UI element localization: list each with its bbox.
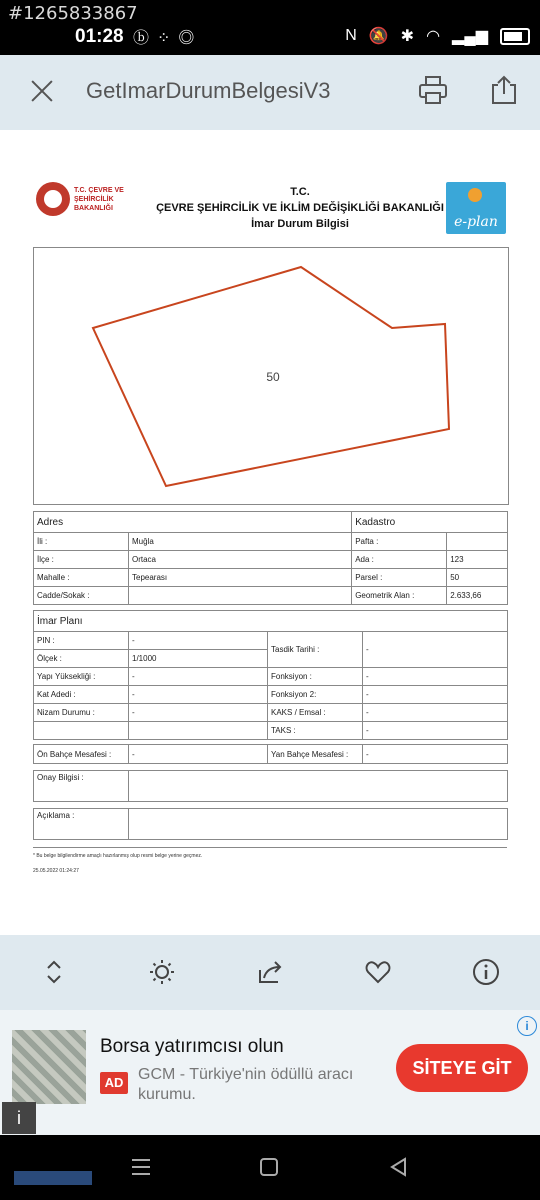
- ada-label: Ada :: [352, 551, 447, 569]
- app-bar: [0, 55, 540, 130]
- heart-icon[interactable]: [364, 958, 392, 986]
- nfc-icon: N: [345, 27, 357, 44]
- zoning-plan-table: [33, 610, 508, 740]
- divider: [33, 847, 507, 848]
- brightness-icon[interactable]: [148, 958, 176, 986]
- distance-table: [33, 744, 508, 764]
- alan-label: Geometrik Alan :: [352, 587, 447, 605]
- watermark-id: #1265833867: [8, 3, 138, 24]
- footsteps-icon: ⁘: [157, 30, 179, 47]
- parsel-value: 50: [447, 569, 508, 587]
- ad-title[interactable]: Borsa yatırımcısı olun: [100, 1036, 284, 1057]
- parsel-label: Parsel :: [352, 569, 447, 587]
- ad-choices-icon[interactable]: i: [517, 1016, 537, 1036]
- back-icon[interactable]: [389, 1157, 407, 1177]
- fonksiyon2-label: Fonksiyon 2:: [268, 686, 363, 704]
- olcek-value: 1/1000: [129, 650, 268, 668]
- ada-value: 123: [447, 551, 508, 569]
- fonksiyon2-value: -: [363, 686, 508, 704]
- pin-value: -: [129, 632, 268, 650]
- mute-icon: 🔕: [368, 28, 389, 45]
- cadde-label: Cadde/Sokak :: [34, 587, 129, 605]
- fonksiyon-value: -: [363, 668, 508, 686]
- battery-icon: [500, 28, 530, 45]
- fonksiyon-label: Fonksiyon :: [268, 668, 363, 686]
- taks-value: -: [363, 722, 508, 740]
- instagram-icon: ◎: [178, 30, 203, 47]
- header-tc: T.C.: [290, 186, 310, 198]
- onay-label: Onay Bilgisi :: [34, 771, 129, 802]
- system-nav-bar: [0, 1135, 540, 1200]
- wifi-icon: ◠: [426, 28, 441, 45]
- yukseklik-label: Yapı Yüksekliği :: [34, 668, 129, 686]
- ad-badge: AD: [100, 1072, 128, 1094]
- ad-cta-button[interactable]: SİTEYE GİT: [396, 1044, 528, 1092]
- ilce-value: Ortaca: [129, 551, 352, 569]
- viewer-toolbar: [0, 940, 540, 1005]
- pafta-label: Pafta :: [352, 533, 447, 551]
- kat-adedi-value: -: [129, 686, 268, 704]
- document-page: [0, 130, 540, 935]
- alan-value: 2.633,66: [447, 587, 508, 605]
- ad-image[interactable]: [12, 1030, 86, 1104]
- pafta-value: [447, 533, 508, 551]
- olcek-label: Ölçek :: [34, 650, 129, 668]
- eplan-logo: e-plan: [446, 182, 506, 234]
- ad-banner[interactable]: [0, 1010, 540, 1135]
- share-icon[interactable]: [256, 958, 284, 986]
- system-icons: [345, 26, 530, 46]
- home-icon[interactable]: [260, 1158, 278, 1176]
- yukseklik-value: -: [129, 668, 268, 686]
- tasdik-label: Tasdik Tarihi :: [268, 632, 363, 668]
- ilce-label: İlçe :: [34, 551, 129, 569]
- expand-icon[interactable]: [40, 958, 68, 986]
- tasdik-value: -: [363, 632, 508, 668]
- print-timestamp: 25.05.2022 01:24:27: [33, 868, 79, 874]
- print-icon[interactable]: [418, 75, 448, 105]
- empty-cell: [129, 722, 268, 740]
- ministry-logo: [36, 182, 70, 216]
- ministry-small-name: T.C. ÇEVRE VE ŞEHİRCİLİK BAKANLIĞI: [74, 187, 124, 212]
- b-circle-icon: ⓑ: [133, 30, 158, 47]
- approval-table: [33, 770, 508, 802]
- header-subtitle: İmar Durum Bilgisi: [251, 218, 349, 230]
- aciklama-label: Açıklama :: [34, 809, 129, 840]
- ad-info-icon[interactable]: i: [2, 1102, 36, 1134]
- corner-watermark-logo: [14, 1171, 92, 1185]
- notification-icons: [133, 25, 202, 48]
- mahalle-value: Tepearası: [129, 569, 352, 587]
- bluetooth-icon: ✱: [400, 28, 415, 45]
- info-icon[interactable]: [472, 958, 500, 986]
- yan-bahce-label: Yan Bahçe Mesafesi :: [268, 745, 363, 764]
- nizam-label: Nizam Durumu :: [34, 704, 129, 722]
- adres-section: Adres: [34, 512, 352, 533]
- kat-adedi-label: Kat Adedi :: [34, 686, 129, 704]
- pin-label: PIN :: [34, 632, 129, 650]
- cadde-value: [129, 587, 352, 605]
- menu-icon[interactable]: [131, 1158, 151, 1176]
- footnote: * Bu belge bilgilendirme amaçlı hazırlanmış olup resmi belge yerine geçmez.: [33, 853, 203, 859]
- on-bahce-label: Ön Bahçe Mesafesi :: [34, 745, 129, 764]
- address-cadastre-table: [33, 511, 508, 605]
- on-bahce-value: -: [129, 745, 268, 764]
- description-table: [33, 808, 508, 840]
- aciklama-value: [129, 809, 508, 840]
- status-bar: [0, 0, 540, 55]
- header-ministry: ÇEVRE ŞEHİRCİLİK VE İKLİM DEĞİŞİKLİĞİ BAKANLIĞI: [156, 202, 444, 214]
- taks-label: TAKS :: [268, 722, 363, 740]
- signal-icon: ▂▄▆: [452, 28, 488, 45]
- il-value: Muğla: [129, 533, 352, 551]
- parcel-outline: [34, 248, 508, 504]
- yan-bahce-value: -: [363, 745, 508, 764]
- document-header: [0, 180, 540, 240]
- parcel-map: [33, 247, 509, 505]
- header-text: [150, 184, 450, 232]
- ad-description[interactable]: GCM - Türkiye'nin ödüllü aracı kurumu.: [138, 1066, 354, 1103]
- close-icon[interactable]: [28, 77, 56, 105]
- imar-section: İmar Planı: [34, 611, 508, 632]
- empty-cell: [34, 722, 129, 740]
- nizam-value: -: [129, 704, 268, 722]
- document-title: GetImarDurumBelgesiV3: [86, 78, 331, 103]
- kaks-value: -: [363, 704, 508, 722]
- onay-value: [129, 771, 508, 802]
- mahalle-label: Mahalle :: [34, 569, 129, 587]
- il-label: İli :: [34, 533, 129, 551]
- parcel-number: 50: [266, 370, 280, 384]
- kaks-label: KAKS / Emsal :: [268, 704, 363, 722]
- kadastro-section: Kadastro: [352, 512, 508, 533]
- share-export-icon[interactable]: [490, 75, 518, 105]
- clock: 01:28: [75, 26, 124, 47]
